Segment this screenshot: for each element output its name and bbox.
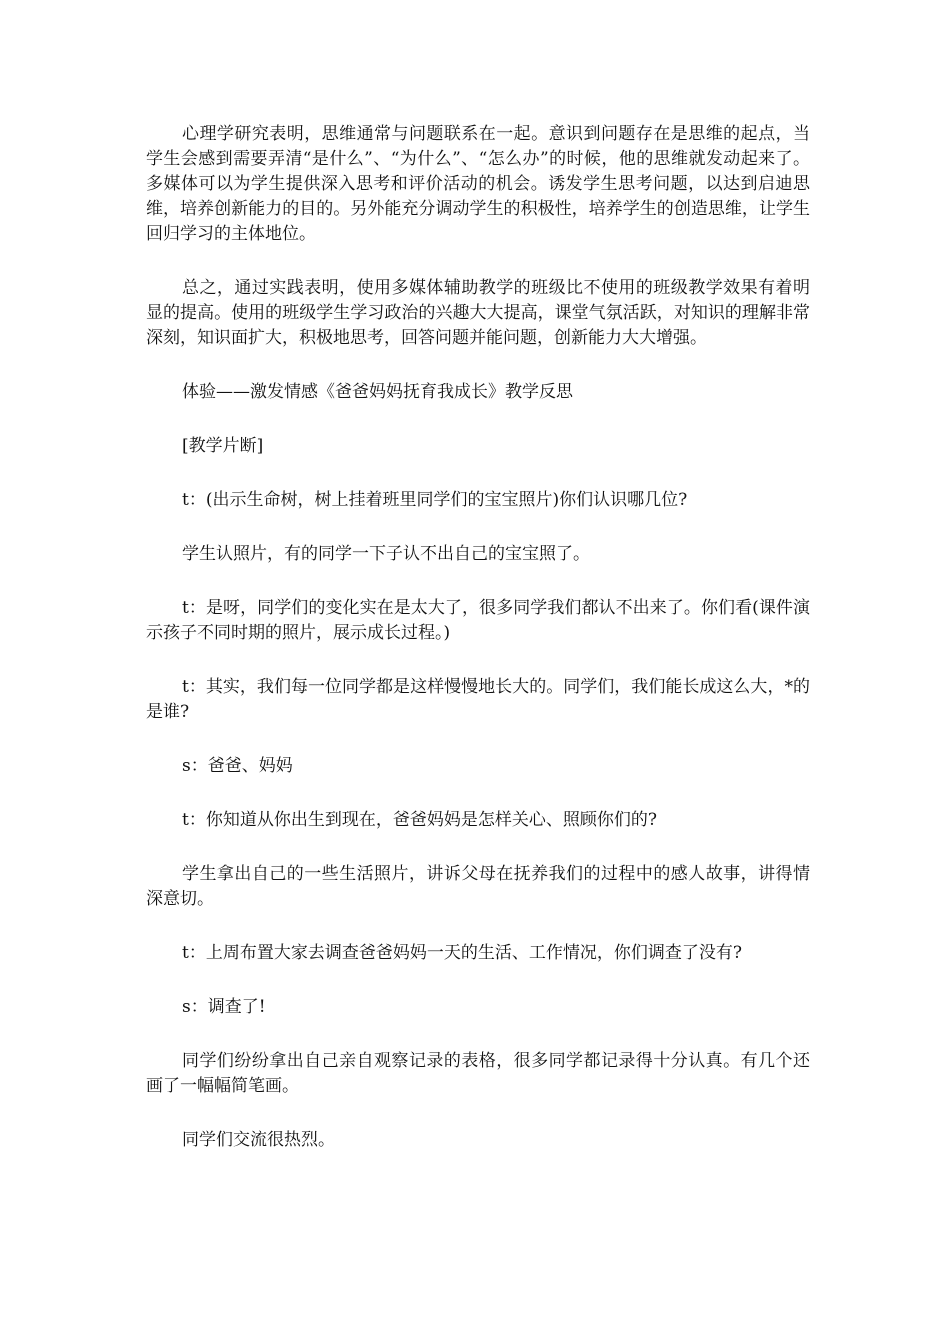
dialogue-line: 学生认照片，有的同学一下子认不出自己的宝宝照了。	[182, 544, 590, 564]
dialogue-line: t：其实，我们每一位同学都是这样慢慢地长大的。同学们，我们能长成这么大，*的是谁?	[146, 677, 810, 722]
dialogue-line: t：是呀，同学们的变化实在是太大了，很多同学我们都认不出来了。你们看(课件演示孩子不同时期的照片，展示成长过程。)	[146, 598, 810, 643]
section-title: 体验——激发情感《爸爸妈妈抚育我成长》教学反思	[182, 382, 573, 402]
paragraph-conclusion: 总之，通过实践表明，使用多媒体辅助教学的班级比不使用的班级教学效果有着明显的提高。使用的班级学生学习政治的兴趣大大提高，课堂气氛活跃，对知识的理解非常深刻，知识面扩大，积极地思考，回答问题并能问题，创新能力大大增强。	[146, 278, 810, 348]
dialogue-line: 同学们纷纷拿出自己亲自观察记录的表格，很多同学都记录得十分认真。有几个还画了一幅幅简笔画。	[146, 1051, 810, 1096]
paragraph-psychology: 心理学研究表明，思维通常与问题联系在一起。意识到问题存在是思维的起点，当学生会感到需要弄清“是什么”、“为什么”、“怎么办”的时候，他的思维就发动起来了。多媒体可以为学生提供深入思考和评价活动的机会。诱发学生思考问题，以达到启迪思维，培养创新能力的目的。另外能充分调动学生的积极性，培养学生的创造思维，让学生回归学习的主体地位。	[146, 124, 810, 244]
dialogue-line: t：上周布置大家去调查爸爸妈妈一天的生活、工作情况，你们调查了没有?	[182, 943, 742, 963]
dialogue-line: 同学们交流很热烈。	[182, 1130, 335, 1150]
dialogue-line: 学生拿出自己的一些生活照片，讲诉父母在抚养我们的过程中的感人故事，讲得情深意切。	[146, 864, 810, 909]
dialogue-line: t：你知道从你出生到现在，爸爸妈妈是怎样关心、照顾你们的?	[182, 810, 657, 830]
dialogue-line: t：(出示生命树，树上挂着班里同学们的宝宝照片)你们认识哪几位?	[182, 490, 688, 510]
section-label: [教学片断]	[182, 436, 264, 456]
document-page	[146, 122, 810, 1182]
dialogue-line: s：调查了!	[182, 997, 266, 1017]
dialogue-line: s：爸爸、妈妈	[182, 756, 293, 776]
